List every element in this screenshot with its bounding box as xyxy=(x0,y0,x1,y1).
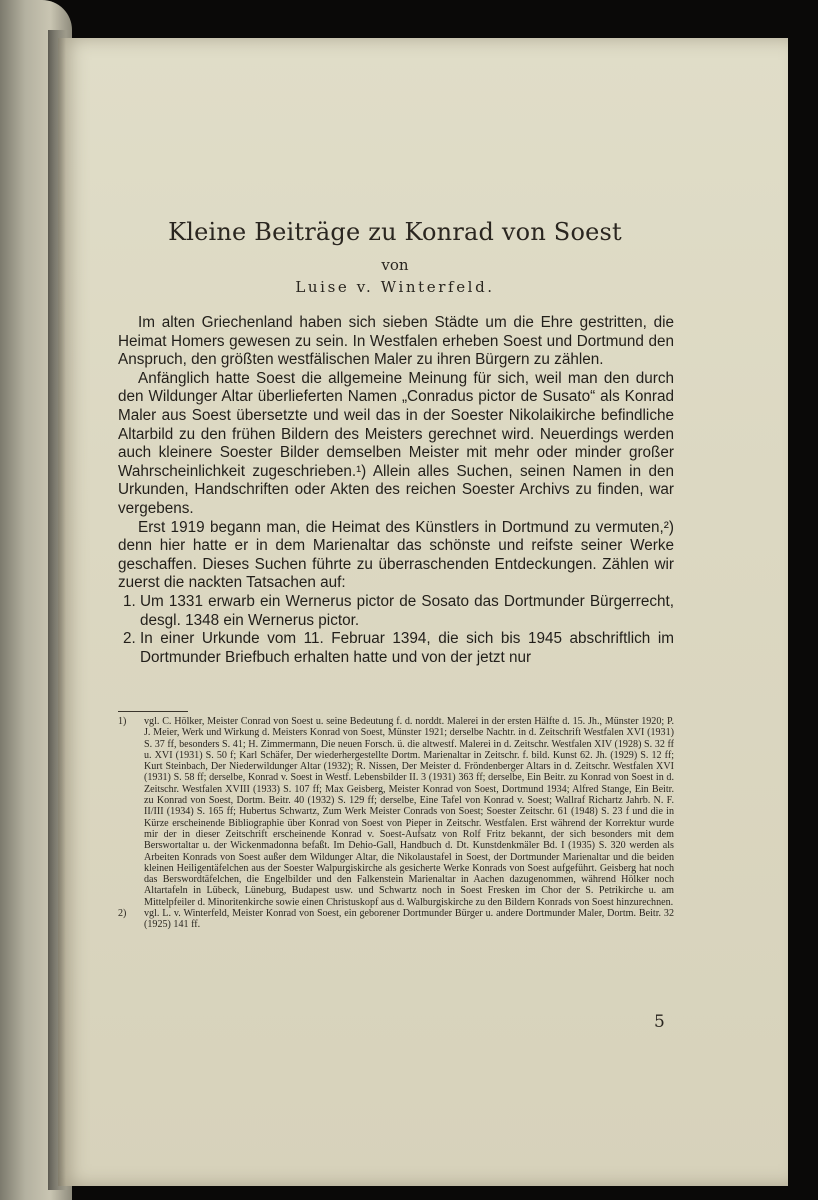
list-item: 1. Um 1331 erwarb ein Wernerus pictor de Sosato das Dortmunder Bürgerrecht, desgl. 1348 ein Wernerus pictor. xyxy=(140,593,674,630)
footnote xyxy=(118,716,674,908)
article-title: Kleine Beiträge zu Konrad von Soest xyxy=(168,218,622,246)
footnote xyxy=(118,908,674,931)
list-item: 2. In einer Urkunde vom 11. Februar 1394, die sich bis 1945 abschriftlich im Dortmunder Briefbuch erhalten hatte und von der jetzt nur xyxy=(140,630,674,667)
footnote-number: 2) xyxy=(118,908,127,920)
footnote-divider xyxy=(118,711,188,712)
footnote-text: vgl. C. Hölker, Meister Conrad von Soest u. seine Bedeutung f. d. norddt. Malerei in der ersten Hälfte d. 15. Jh., Münster 1920; P. J. Meier, Werk und Wirkung d. Meisters Konrad von Soest, Münster 1921; derselbe Nachtr. in d. Zeitschrift Westfalen XVI (1931) S. 37 ff, besonders S. 41; H. Zimmermann, Die neuen Forsch. ü. die altwestf. Malerei in d. Zeitschr. Westfalen XIV (1928) S. 32 ff u. XVI (1931) S. 50 f; Karl Schäfer, Der wiederhergestellte Dortm. Marienaltar in Zeitschr. f. bild. Kunst 62. Jh. (1929) S. 12 ff; Kurt Steinbach, Der Niederwildunger Altar (1932); R. Nissen, Der Meister d. Fröndenberger Altars in d. Zeitschr. Westfalen XVI (1931) S. 58 ff; derselbe, Konrad v. Soest in Westf. Lebensbilder II. 3 (1931) 363 ff; derselbe, Ein Beitr. zu Konrad von Soest in d. Zeitschr. Westfalen XVIII (1933) S. 107 ff; Max Geisberg, Meister Konrad von Soest, Dortmund 1934; Alfred Stange, Ein Beitr. zu Konrad von Soest, Dortm. Beitr. 40 (1932) S. 129 ff; derselbe, Eine Tafel von Konrad v. Soest; Wallraf Richartz Jahrb. N. F. II/III (1934) S. 165 ff; Hubertus Schwartz, Zum Werk Meister Conrads von Soest; Soester Zeitschr. 61 (1948) S. 23 f und die in Kürze erscheinende Bibliographie über Konrad von Soest von Pieper in Zeitschr. Westfalen. Erst während der Korrektur wurde mir der in dieser Zeitschrift erscheinende Konrad v. Soest-Aufsatz von Rolf Fritz bekannt, der sich besonders mit dem Berswortaltar u. der Wickenmadonna befaßt. Im Dehio-Gall, Handbuch d. Dt. Kunstdenkmäler Bd. I (1935) S. 320 werden als Arbeiten Konrads von Soest außer dem Wildunger Altar, die Nikolaustafel in Soest, der Dortmunder Marienaltar und die beiden kleinen Heiligentäfelchen aus der Soester Walpurgiskirche als gesicherte Werke Konrads von Soest aufgeführt. Geisberg hat noch das Berswordtäfelchen, die Engelbilder und den Falkenstein Marienaltar in Aachen dazugenommen, während Hölker noch Altartafeln in Lübeck, Lüneburg, Budapest usw. und Schwartz noch in Soest Fresken im Chor der S. Petrikirche u. am Mittelpfeiler d. Minoritenkirche sowie einen Christuskopf aus d. Walburgiskirche zu den Bildern Konrads von Soest hinzurechnen. xyxy=(144,716,674,908)
numbered-list xyxy=(118,593,674,667)
byline-von: von xyxy=(381,256,409,274)
paragraph: Im alten Griechenland haben sich sieben Städte um die Ehre gestritten, die Heimat Homers gewesen zu sein. In Westfalen erheben Soest und Dortmund den Anspruch, den größten westfälischen Maler zu ihren Bürgern zu zählen. xyxy=(118,314,674,369)
footnote-number: 1) xyxy=(118,716,127,727)
author-name: Luise v. Winterfeld. xyxy=(295,278,495,296)
paragraph: Anfänglich hatte Soest die allgemeine Meinung für sich, weil man den durch den Wildunger Altar überlieferten Namen „Conradus pictor de Susato“ als Konrad Maler aus Soest übersetzte und weil das in der Soester Nikolaikirche befindliche Altarbild zu den frühen Bildern des Meisters gerechnet wird. Neuerdings werden auch kleinere Soester Bilder demselben Meister mit mehr oder minder großer Wahrscheinlichkeit zugeschrieben.¹) Allein alles Suchen, seinen Namen in den Urkunden, Handschriften oder Akten des reichen Soester Archivs zu finden, war vergebens. xyxy=(118,369,674,517)
footnote-text: vgl. L. v. Winterfeld, Meister Konrad von Soest, ein geborener Dortmunder Bürger u. andere Dortmunder Maler, Dortm. Beitr. 32 (1925) 141 ff. xyxy=(144,908,674,931)
article-body xyxy=(118,314,674,667)
spine-shadow xyxy=(48,30,66,1190)
paragraph: Erst 1919 begann man, die Heimat des Künstlers in Dortmund zu vermuten,²) denn hier hatte er in dem Marienaltar das schönste und reifste seiner Werke geschaffen. Dieses Suchen führte zu überraschenden Entdeckungen. Zählen wir zuerst die nackten Tatsachen auf: xyxy=(118,518,674,592)
page-number: 5 xyxy=(654,1012,665,1032)
footnotes xyxy=(118,716,674,931)
